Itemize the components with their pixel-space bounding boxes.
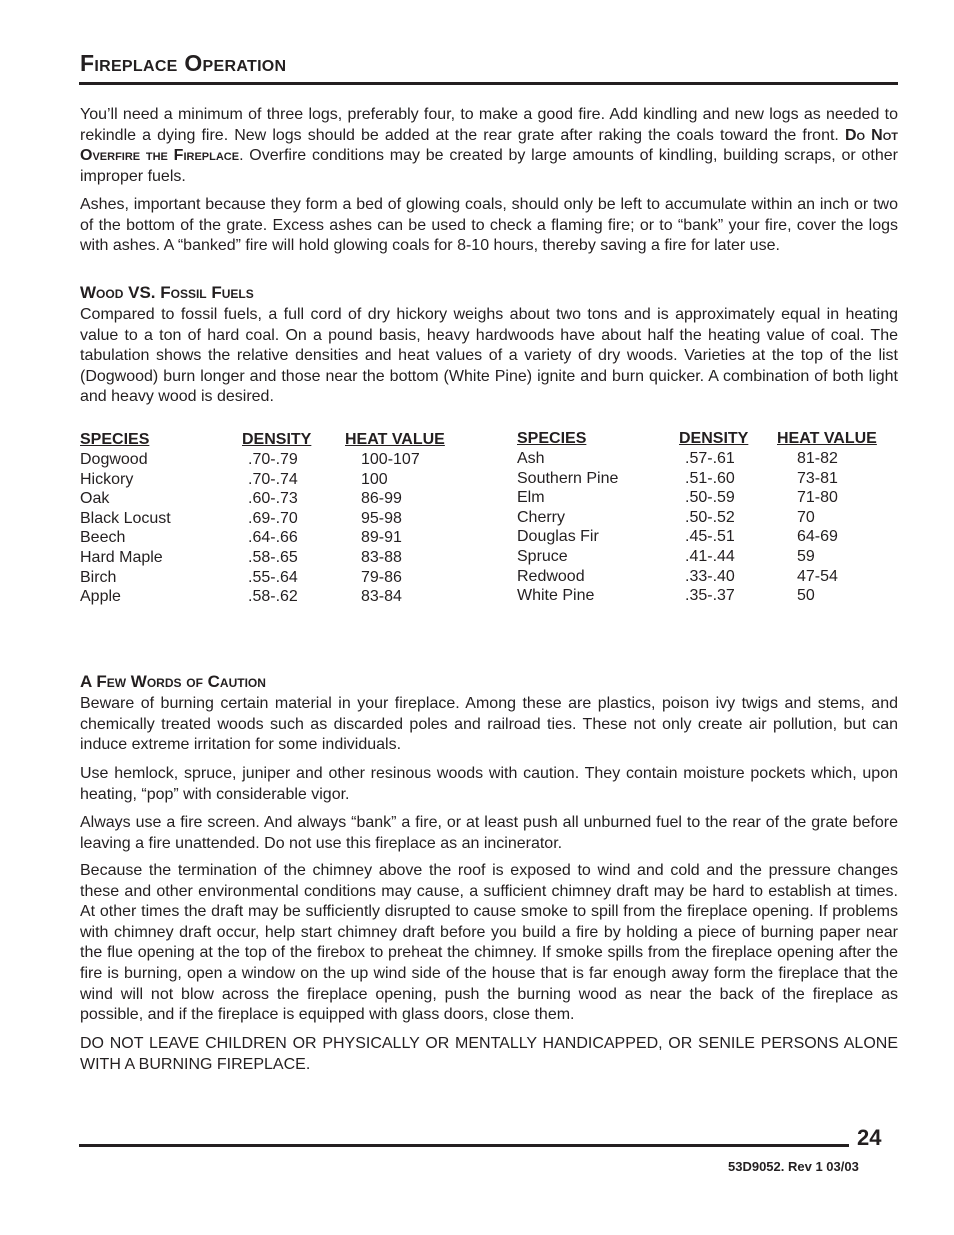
density-cell: .58-.65	[248, 549, 298, 566]
density-cell: .41-.44	[685, 548, 735, 565]
document-code: 53D9052. Rev 1 03/03	[728, 1159, 859, 1174]
species-cell: Beech	[80, 529, 126, 547]
page-title: Fireplace Operation	[80, 50, 287, 76]
density-cell: .51-.60	[685, 469, 735, 487]
density-cell: .64-.66	[248, 529, 298, 547]
intro-paragraph-2: Ashes, important because they form a bed of glowing coals, should only be left to accumulate within an inch or two of the bottom of the grate. Excess ashes can be used to check a flaming fire; or to “bank” your fire, cover the logs with ashes. A “banked” fire will hold glowing coals for 8-10 hours, thereby saving a fire for later use.	[80, 196, 898, 255]
density-cell: .69-.70	[248, 509, 298, 527]
species-cell: Redwood	[517, 567, 585, 585]
species-cell: Elm	[517, 489, 545, 507]
wood-table-left	[80, 431, 460, 611]
species-cell: White Pine	[517, 587, 595, 605]
intro-paragraph-1	[80, 105, 898, 187]
density-cell: .60-.73	[248, 490, 298, 508]
heat-value-cell: 89-91	[361, 529, 402, 547]
heat-value-cell: 83-84	[361, 588, 402, 606]
species-cell: Black Locust	[80, 509, 171, 527]
caution-paragraph-3: Always use a fire screen. And always “bank” a fire, or at least push all unburned fuel to the rear of the grate before leaving a fire unattended. Do not use this fireplace as an incinerator.	[80, 814, 898, 852]
density-cell: .33-.40	[685, 567, 735, 585]
caution-paragraph-5: DO NOT LEAVE CHILDREN OR PHYSICALLY OR MENTALLY HANDICAPPED, OR SENILE PERSONS ALONE WITH A BURNING FIREPLACE.	[80, 1035, 898, 1073]
density-header: DENSITY	[679, 430, 749, 447]
heat-value-cell: 100-107	[361, 451, 420, 468]
heat-value-cell: 47-54	[797, 567, 838, 585]
heat-value-cell: 95-98	[361, 509, 402, 527]
title-rule	[79, 82, 898, 85]
heat-value-cell: 86-99	[361, 490, 402, 508]
species-cell: Douglas Fir	[517, 528, 599, 546]
caution-paragraph-1: Beware of burning certain material in your fireplace. Among these are plastics, poison ivy twigs and stems, and chemically treated woods such as discarded poles and railroad ties. These not only create air pollution, but can induce extreme irritation for some individuals.	[80, 695, 898, 754]
species-cell: Birch	[80, 568, 117, 586]
density-cell: .70-.79	[248, 451, 298, 468]
density-cell: .50-.52	[685, 508, 735, 526]
species-header: SPECIES	[517, 430, 587, 447]
density-header: DENSITY	[242, 431, 312, 448]
density-cell: .45-.51	[685, 528, 735, 546]
species-cell: Hickory	[80, 470, 134, 488]
caution-paragraph-2: Use hemlock, spruce, juniper and other resinous woods with caution. They contain moisture pockets which, upon heating, “pop” with considerable vigor.	[80, 765, 898, 803]
intro-text-1: You’ll need a minimum of three logs, preferably four, to make a good fire. Add kindling and new logs as needed to rekindle a dying fire. New logs should be added at the rear grate after raking the coals toward the front.	[80, 106, 898, 144]
heat-value-cell: 71-80	[797, 489, 838, 507]
heat-value-header: HEAT VALUE	[777, 430, 877, 447]
species-cell: Spruce	[517, 548, 568, 565]
species-cell: Cherry	[517, 508, 566, 526]
heat-value-cell: 59	[797, 548, 815, 565]
species-cell: Dogwood	[80, 451, 148, 468]
heat-value-cell: 81-82	[797, 450, 838, 467]
heat-value-header: HEAT VALUE	[345, 431, 445, 448]
heat-value-cell: 83-88	[361, 549, 402, 566]
heat-value-cell: 73-81	[797, 469, 838, 487]
intro-text-2: . Overfire conditions may be created by large amounts of kindling, building scraps, or other improper fuels.	[80, 147, 898, 185]
caution-section-heading: A Few Words of Caution	[80, 672, 266, 691]
wood-table-right	[517, 430, 897, 610]
wood-section-heading: Wood VS. Fossil Fuels	[80, 283, 254, 302]
species-cell: Apple	[80, 588, 121, 606]
heat-value-cell: 64-69	[797, 528, 838, 546]
species-cell: Oak	[80, 490, 110, 508]
caution-paragraph-4: Because the termination of the chimney above the roof is exposed to wind and cold and the pressure changes these and other environmental conditions may cause, a sufficient chimney draft may be hard to establish at times. At other times the draft may be sufficiently disrupted to cause smoke to spill from the fireplace opening. If problems with chimney draft occur, help start chimney draft before you build a fire by holding a piece of burning paper near the flue opening at the top of the firebox to preheat the chimney. If smoke spills from the fireplace opening after the fire is burning, open a window on the up wind side of the house that is far enough away form the fireplace that the wind will not blow across the fireplace opening, push the burning wood as near the back of the fireplace as possible, and if the fireplace is equipped with glass doors, close them.	[80, 862, 898, 1024]
heat-value-cell: 70	[797, 508, 815, 526]
wood-section-paragraph: Compared to fossil fuels, a full cord of dry hickory weighs about two tons and is approximately equal in heating value to a ton of hard coal. On a pound basis, heavy hardwoods have about half the heating value of coal. The tabulation shows the relative densities and heat values of a variety of dry woods. Varieties at the top of the list (Dogwood) burn longer and those near the bottom (White Pine) ignite and burn quicker. A combination of both light and heavy wood is desired.	[80, 306, 898, 406]
density-cell: .58-.62	[248, 588, 298, 606]
species-cell: Hard Maple	[80, 549, 163, 566]
heat-value-cell: 50	[797, 587, 815, 605]
density-cell: .35-.37	[685, 587, 735, 605]
density-cell: .70-.74	[248, 470, 298, 488]
heat-value-cell: 79-86	[361, 568, 402, 586]
density-cell: .57-.61	[685, 450, 735, 467]
species-cell: Southern Pine	[517, 469, 619, 487]
species-header: SPECIES	[80, 431, 150, 448]
page-number: 24	[857, 1125, 882, 1150]
overfire-warning: Do Not Overfire the Fireplace	[80, 126, 898, 165]
heat-value-cell: 100	[361, 470, 388, 488]
density-cell: .55-.64	[248, 568, 298, 586]
density-cell: .50-.59	[685, 489, 735, 507]
footer-rule	[79, 1144, 849, 1147]
species-cell: Ash	[517, 450, 545, 467]
